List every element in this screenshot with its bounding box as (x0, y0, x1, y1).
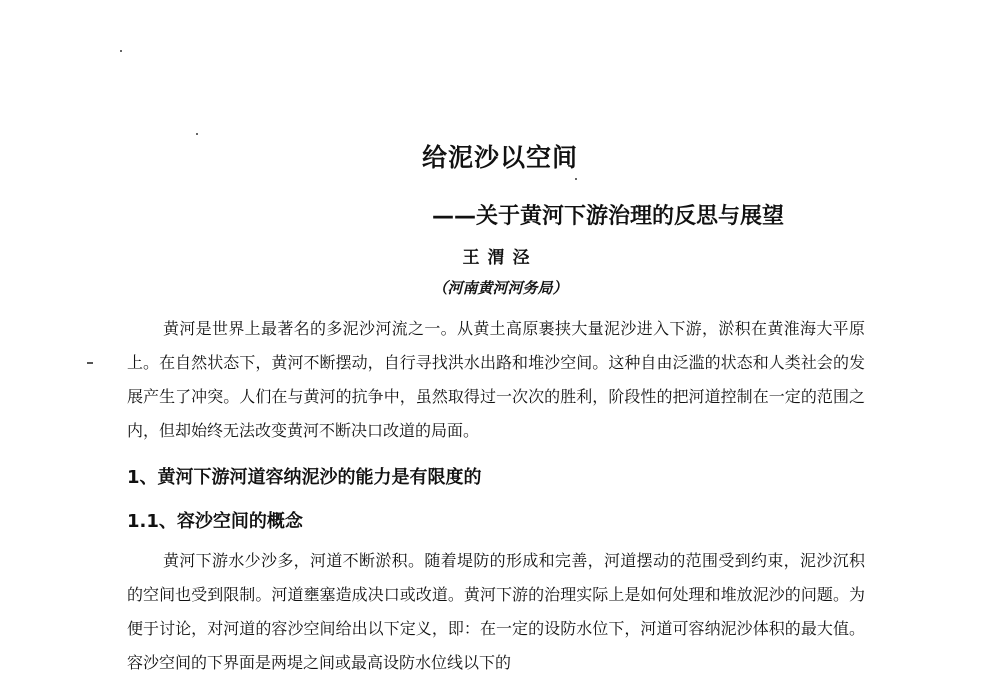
scan-speck (196, 133, 198, 135)
scan-mark (87, 362, 93, 364)
paper-subtitle: ——关于黄河下游治理的反思与展望 (432, 204, 785, 229)
author-name: 王渭泾 (462, 248, 538, 268)
paper-title: 给泥沙以空间 (421, 143, 578, 172)
scan-speck (575, 178, 577, 180)
scan-speck (120, 50, 122, 52)
section-heading: 1、黄河下游河道容纳泥沙的能力是有限度的 (127, 467, 482, 488)
body-paragraph: 黄河下游水少沙多，河道不断淤积。随着堤防的形成和完善，河道摆动的范围受到约束，泥沙沉积的空间也受到限制。河道壅塞造成决口或改道。黄河下游的治理实际上是如何处理和堆放泥沙的问题。为便于讨论，对河道的容沙空间给出以下定义，即：在一定的设防水位下，河道可容纳泥沙体积的最大值。容沙空间的下界面是两堤之间或最高设防水位线以下的 (127, 551, 865, 672)
intro-paragraph: 黄河是世界上最著名的多泥沙河流之一。从黄土高原裹挟大量泥沙进入下游，淤积在黄淮海大平原上。在自然状态下，黄河不断摆动，自行寻找洪水出路和堆沙空间。这种自由泛滥的状态和人类社会的发展产生了冲突。人们在与黄河的抗争中，虽然取得过一次次的胜利，阶段性的把河道控制在一定的范围之内，但却始终无法改变黄河不断决口改道的局面。 (127, 319, 865, 440)
author-affiliation: （河南黄河河务局） (432, 279, 568, 297)
subsection-heading: 1.1、容沙空间的概念 (127, 511, 303, 532)
